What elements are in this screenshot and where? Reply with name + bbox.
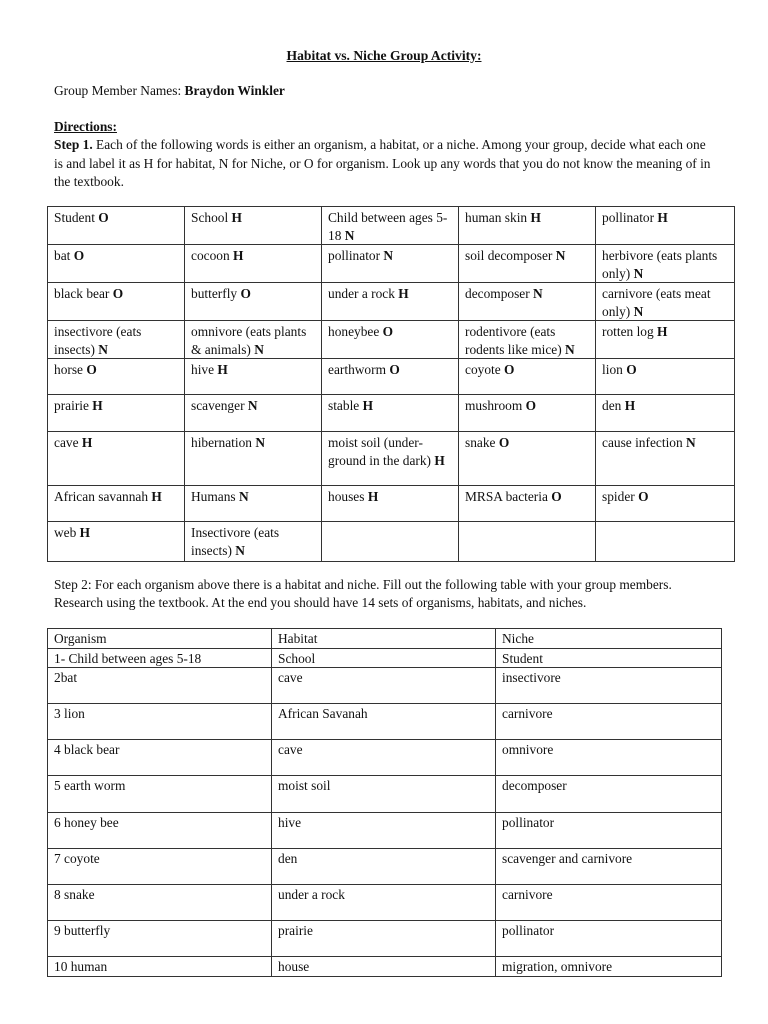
table-cell [459,321,596,359]
cell-term: scavenger [191,398,248,413]
cell-label: N [235,542,245,558]
table-row [48,207,735,245]
table-row [48,776,722,813]
cell-label: H [217,362,228,377]
table-cell [48,432,185,486]
cell-term: African savannah [54,489,152,504]
cell-term: decomposer [465,286,534,301]
directions-heading: Directions: [54,119,117,134]
niche-cell: pollinator [496,921,722,957]
table-row [48,957,722,977]
cell-label: H [657,210,668,225]
cell-label: H [81,435,93,450]
table-row [48,921,722,957]
table-cell [459,432,596,486]
table-cell [48,283,185,321]
table-cell [459,522,596,562]
table-cell [185,522,322,562]
habitat-cell: African Savanah [272,704,496,740]
cell-term: stable [328,398,363,413]
cell-term: Humans [191,489,239,504]
cell-term: under a rock [328,286,399,301]
niche-cell: pollinator [496,813,722,849]
table-cell [596,245,735,283]
table-cell [185,432,322,486]
table-cell [322,283,459,321]
cell-label: H [79,525,91,540]
cell-term: snake [465,435,499,450]
table-row [48,885,722,921]
organism-cell: 4 black bear [48,740,272,776]
cell-label: N [555,248,566,263]
cell-term: lion [602,362,627,377]
habitat-cell: house [272,957,496,977]
table-row [48,395,735,432]
cell-term: MRSA bacteria [465,489,552,504]
cell-term: hive [191,362,218,377]
cell-term: Student [54,210,99,225]
cell-label: O [382,324,394,339]
organism-cell: 2bat [48,668,272,704]
organism-cell: 7 coyote [48,849,272,885]
cell-term: mushroom [465,398,526,413]
cell-label: O [86,362,97,377]
cell-term: spider [602,489,639,504]
step1-instructions [54,136,714,192]
cell-label: H [231,210,242,225]
header-organism: Organism [48,629,272,649]
cell-term: pollinator [602,210,658,225]
cell-label: O [98,210,109,225]
cell-label: N [254,341,264,357]
table-cell [459,283,596,321]
table-cell [48,321,185,359]
cell-term: prairie [54,398,93,413]
table-cell [185,207,322,245]
cell-label: O [389,362,400,377]
niche-cell: Student [496,648,722,668]
cell-term: Insectivore (eats insects) [191,525,280,558]
cell-term: omnivore (eats plants & animals) [191,324,307,357]
cell-label: N [633,303,644,319]
cell-label: O [626,362,637,377]
table-cell [48,245,185,283]
cell-label: O [504,362,515,377]
table-cell [322,359,459,395]
table-cell [596,207,735,245]
niche-cell: scavenger and carnivore [496,849,722,885]
cell-term: Child between ages 5-18 [328,210,448,243]
habitat-cell: moist soil [272,776,496,813]
cell-term: cave [54,435,82,450]
table-cell [596,395,735,432]
cell-term: herbivore (eats plants only) [602,248,718,281]
organism-cell: 9 butterfly [48,921,272,957]
niche-cell: omnivore [496,740,722,776]
organism-cell: 8 snake [48,885,272,921]
group-member-name: Braydon Winkler [184,83,285,98]
cell-term: coyote [465,362,505,377]
cell-term: insectivore (eats insects) [54,324,142,357]
cell-term: soil decomposer [465,248,556,263]
group-members-line [54,83,285,99]
habitat-cell: cave [272,668,496,704]
cell-label: H [367,489,379,504]
cell-term: cause infection [602,435,687,450]
cell-label: N [383,248,394,263]
table-cell [185,321,322,359]
cell-label: O [525,398,537,413]
table-cell [459,395,596,432]
cell-label: N [247,398,258,413]
cell-label: O [112,286,124,301]
organism-cell: 6 honey bee [48,813,272,849]
table-cell [322,432,459,486]
table-cell [185,359,322,395]
cell-term: moist soil (under-ground in the dark) [328,435,435,468]
table-row [48,486,735,522]
cell-label: N [533,286,543,301]
cell-term: web [54,525,80,540]
table-cell [459,207,596,245]
cell-term: honeybee [328,324,383,339]
cell-term: human skin [465,210,531,225]
table-row [48,704,722,740]
niche-cell: carnivore [496,885,722,921]
cell-label: O [73,248,85,263]
cell-term: horse [54,362,87,377]
table-cell [322,245,459,283]
step1-label: Step 1. [54,137,93,152]
cell-term: rodentivore (eats rodents like mice) [465,324,566,357]
table-cell [185,283,322,321]
cell-label: H [233,248,244,263]
organism-cell: 10 human [48,957,272,977]
cell-term: rotten log [602,324,658,339]
header-habitat: Habitat [272,629,496,649]
table-cell [459,245,596,283]
table-cell [596,321,735,359]
table-row [48,522,735,562]
cell-label: H [434,452,445,468]
table-cell [322,207,459,245]
table-cell [48,486,185,522]
organism-cell: 3 lion [48,704,272,740]
cell-label: N [686,435,696,450]
table-row [48,648,722,668]
table-row [48,849,722,885]
cell-label: O [638,489,649,504]
cell-label: N [344,227,355,243]
niche-cell: carnivore [496,704,722,740]
cell-label: O [498,435,510,450]
cell-term: cocoon [191,248,234,263]
table-cell [48,359,185,395]
table-row [48,740,722,776]
cell-label: O [240,286,251,301]
habitat-cell: den [272,849,496,885]
habitat-niche-table [47,628,722,977]
table-cell [459,359,596,395]
step2-instructions: Step 2: For each organism above there is a habitat and niche. Fill out the following table with your group members. Research using the textbook. At the end you should have 14 sets of organisms, habitats, and niches. [54,577,672,610]
table-cell [322,395,459,432]
cell-term: black bear [54,286,113,301]
table-cell [596,432,735,486]
cell-label: H [362,398,374,413]
table-cell [322,321,459,359]
table-cell [596,522,735,562]
table-cell [185,395,322,432]
niche-cell: migration, omnivore [496,957,722,977]
table-row [48,668,722,704]
table-cell [48,522,185,562]
table-cell [596,283,735,321]
page-title: Habitat vs. Niche Group Activity: [286,48,482,63]
table-cell [596,486,735,522]
table-row [48,321,735,359]
table-row [48,245,735,283]
table-row [48,813,722,849]
cell-term: earthworm [328,362,390,377]
cell-label: H [398,286,409,301]
niche-cell: decomposer [496,776,722,813]
table-cell [596,359,735,395]
table-cell [48,207,185,245]
cell-term: bat [54,248,74,263]
table-cell [322,522,459,562]
cell-label: H [624,398,636,413]
cell-term: houses [328,489,368,504]
cell-term: carnivore (eats meat only) [602,286,711,319]
cell-label: N [565,341,575,357]
cell-term: butterfly [191,286,241,301]
cell-label: N [98,341,108,357]
cell-label: N [238,489,249,504]
table-cell [48,395,185,432]
cell-label: O [551,489,562,504]
group-members-label: Group Member Names: [54,83,182,98]
table-cell [185,245,322,283]
header-niche: Niche [496,629,722,649]
cell-label: N [633,265,644,281]
habitat-cell: School [272,648,496,668]
cell-label: N [255,435,266,450]
cell-label: H [657,324,668,339]
cell-term: pollinator [328,248,384,263]
habitat-cell: under a rock [272,885,496,921]
table-row [48,359,735,395]
habitat-cell: hive [272,813,496,849]
cell-term: den [602,398,625,413]
table-header-row [48,629,722,649]
cell-label: H [530,210,541,225]
cell-label: H [151,489,162,504]
habitat-cell: cave [272,740,496,776]
organism-cell: 5 earth worm [48,776,272,813]
table-cell [322,486,459,522]
organism-cell: 1- Child between ages 5-18 [48,648,272,668]
step1-text: Each of the following words is either an organism, a habitat, or a niche. Among your group, decide what each one is and label it as H for habitat, N for Niche, or O for organism. Look up any words that you do not know the meaning of in the textbook. [54,137,711,189]
niche-cell: insectivore [496,668,722,704]
habitat-cell: prairie [272,921,496,957]
classification-table [47,206,735,562]
table-row [48,283,735,321]
table-cell [459,486,596,522]
cell-term: School [191,210,232,225]
cell-label: H [92,398,103,413]
table-cell [185,486,322,522]
cell-term: hibernation [191,435,256,450]
table-row [48,432,735,486]
